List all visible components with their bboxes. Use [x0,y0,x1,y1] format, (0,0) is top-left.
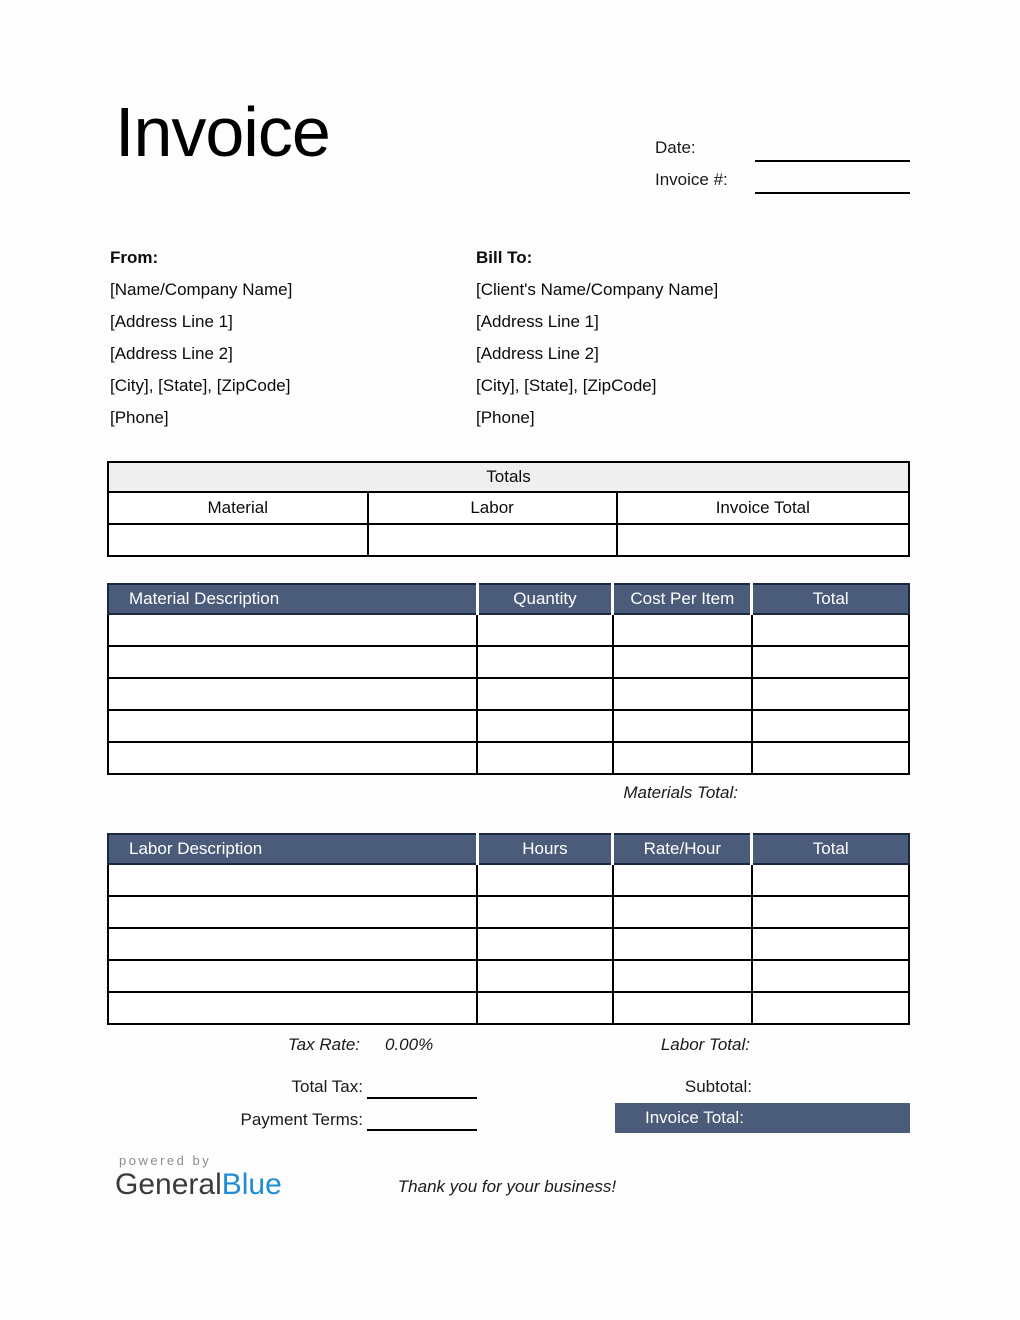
addresses-section [107,242,910,434]
totals-values-row [108,524,909,556]
table-cell [752,614,909,646]
tax-labor-total-row [107,1035,910,1061]
table-cell [108,896,477,928]
totals-material-value [108,524,368,556]
materials-total-label: Materials Total: [623,783,738,802]
table-cell [108,742,477,774]
total-tax-label: Total Tax: [291,1077,363,1096]
table-cell [752,742,909,774]
totals-title-row [108,462,909,492]
thank-you-note: Thank you for your business! [397,1177,617,1196]
address-line: [Client's Name/Company Name] [476,280,719,299]
materials-header-row [108,584,909,614]
table-cell [108,614,477,646]
labor-rows [108,864,909,1024]
address-line: [Address Line 1] [110,312,233,331]
table-row [108,678,909,710]
from-lines [110,274,476,434]
date-line [755,138,910,162]
table-cell [108,960,477,992]
table-cell [752,928,909,960]
table-cell [752,646,909,678]
table-cell [477,864,612,896]
date-row [655,132,910,162]
address-line: [Address Line 2] [110,344,233,363]
labor-col-hours: Hours [477,834,612,864]
table-row [108,646,909,678]
table-cell [752,678,909,710]
totals-header-row [108,492,909,524]
meta-block [655,130,910,194]
table-cell [477,928,612,960]
invoice-total-label: Invoice Total: [645,1108,744,1127]
labor-table [107,833,910,1025]
table-row [108,710,909,742]
page-title: Invoice [115,93,330,171]
table-row [108,896,909,928]
from-block [107,242,476,434]
totals-title: Totals [108,462,909,492]
header-row [107,0,910,194]
labor-header-row [108,834,909,864]
table-cell [477,614,612,646]
payment-terms-label: Payment Terms: [240,1110,363,1129]
general-blue-logo [115,1168,282,1202]
table-cell [108,992,477,1024]
invoice-content [107,0,910,1202]
table-cell [613,960,752,992]
address-line: [Address Line 1] [476,312,599,331]
table-cell [752,896,909,928]
totals-col-invoice-total: Invoice Total [617,492,909,524]
address-line: [Phone] [110,408,169,427]
materials-table [107,583,910,775]
labor-col-total: Total [752,834,909,864]
table-cell [613,678,752,710]
table-row [108,614,909,646]
labor-col-description: Labor Description [108,834,477,864]
table-cell [108,928,477,960]
table-cell [477,646,612,678]
materials-col-cost-per-item: Cost Per Item [613,584,752,614]
materials-col-description: Material Description [108,584,477,614]
invoice-total-box [615,1103,910,1133]
brand-block [115,1153,282,1202]
table-cell [613,896,752,928]
tax-rate-value: 0.00% [385,1035,434,1054]
table-row [108,742,909,774]
table-cell [613,992,752,1024]
table-cell [613,742,752,774]
materials-col-quantity: Quantity [477,584,612,614]
tax-rate-label: Tax Rate: [287,1035,360,1054]
table-cell [477,896,612,928]
totals-invoice-total-value [617,524,909,556]
footer [107,1153,910,1202]
table-cell [752,710,909,742]
table-cell [477,710,612,742]
table-row [108,928,909,960]
subtotal-label: Subtotal: [684,1077,752,1096]
totals-labor-value [368,524,617,556]
table-cell [477,678,612,710]
invoice-number-line [755,170,910,194]
payment-terms-line [367,1111,477,1131]
totals-col-material: Material [108,492,368,524]
table-cell [613,646,752,678]
address-line: [Name/Company Name] [110,280,293,299]
labor-col-rate-per-hour: Rate/Hour [613,834,752,864]
table-cell [613,614,752,646]
table-cell [752,992,909,1024]
total-tax-line [367,1077,477,1099]
brand-general: General [115,1168,222,1201]
invoice-number-row [655,164,910,194]
address-line: [City], [State], [ZipCode] [476,376,657,395]
table-cell [108,678,477,710]
bill-to-label: Bill To: [476,248,533,267]
table-cell [477,742,612,774]
bill-to-block [476,242,718,434]
materials-col-total: Total [752,584,909,614]
brand-blue: Blue [221,1168,282,1201]
materials-rows [108,614,909,774]
table-cell [108,864,477,896]
address-line: [City], [State], [ZipCode] [110,376,291,395]
table-cell [613,864,752,896]
table-row [108,992,909,1024]
totals-table [107,461,910,557]
totals-col-labor: Labor [368,492,617,524]
table-cell [477,992,612,1024]
table-cell [108,710,477,742]
invoice-number-label: Invoice #: [655,170,728,189]
table-cell [752,864,909,896]
address-line: [Address Line 2] [476,344,599,363]
table-cell [613,710,752,742]
table-cell [613,928,752,960]
table-cell [108,646,477,678]
bill-to-lines [476,274,718,434]
table-row [108,960,909,992]
summary-section [107,1077,910,1135]
date-label: Date: [655,138,696,157]
labor-total-label: Labor Total: [660,1035,750,1054]
address-line: [Phone] [476,408,535,427]
table-row [108,864,909,896]
table-cell [752,960,909,992]
powered-by-label: powered by [119,1153,212,1168]
table-cell [477,960,612,992]
from-label: From: [110,248,159,267]
